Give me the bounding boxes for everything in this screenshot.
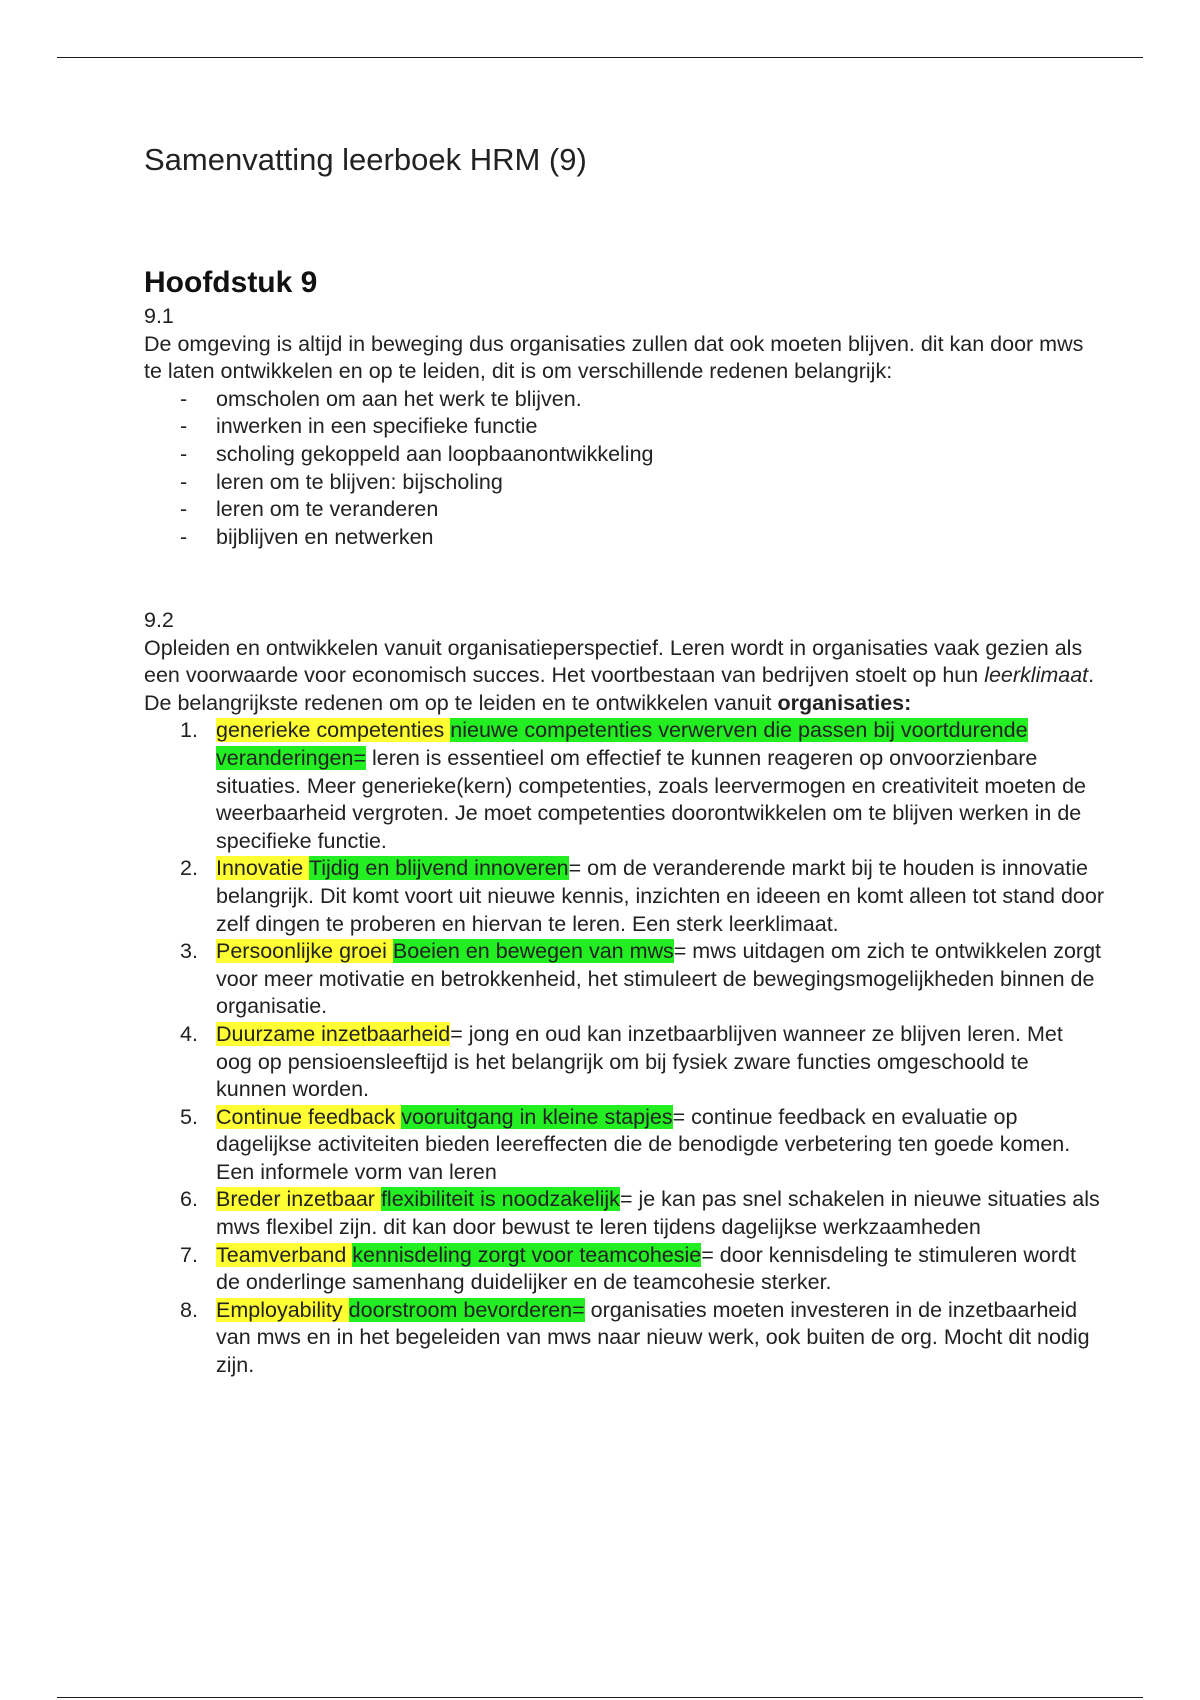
list-item: - scholing gekoppeld aan loopbaanontwikkeling (216, 441, 1104, 469)
reasons-numbered-list (144, 717, 1104, 1379)
reason-theme-highlight: nieuwe competenties verwerven die passen bij voortdurende veranderingen= (216, 718, 1028, 770)
reason-number: 5. (180, 1104, 198, 1129)
reason-term-highlight: Duurzame inzetbaarheid (216, 1021, 451, 1046)
chapter-heading: Hoofdstuk 9 (144, 266, 318, 299)
reason-term-highlight: Persoonlijke groei (216, 939, 387, 964)
reason-theme-highlight: doorstroom bevorderen= (348, 1297, 585, 1322)
reason-text: = om de veranderende markt bij te houden is innovatie belangrijk. Dit komt voort uit nieuwe kennis, inzichten en ideeen en komt alleen tot stand door zelf dingen te proberen en hiervan te leren. Een sterk leerklimaat. (216, 856, 1104, 936)
bottom-rule (57, 1697, 1143, 1698)
intro-text: Opleiden en ontwikkelen vanuit organisatieperspectief. Leren wordt in organisaties vaak gezien als een voorwaarde voor economisch succes. Het voortbestaan van bedrijven stoelt op hun (144, 635, 1083, 688)
section-intro (144, 635, 1104, 718)
reason-item (180, 1186, 1104, 1241)
reason-text: = continue feedback en evaluatie op dagelijkse activiteiten bieden leereffecten die de benodigde verbetering ten goede komen. Een informele vorm van leren (216, 1104, 1071, 1184)
reason-term-highlight: Employability (216, 1297, 343, 1322)
reason-number: 7. (180, 1242, 198, 1267)
reason-item (180, 1242, 1104, 1297)
list-item: - leren om te veranderen (216, 496, 1104, 524)
reason-theme-highlight: kennisdeling zorgt voor teamcohesie (352, 1242, 702, 1267)
intro-bold-term: organisaties: (777, 690, 912, 715)
section-number: 9.1 (144, 304, 174, 328)
reason-theme-highlight: Tijdig en blijvend innoveren (308, 856, 569, 881)
top-rule (57, 57, 1143, 58)
reasons-bullet-list (144, 386, 1104, 552)
intro-italic-term: leerklimaat (984, 663, 1089, 688)
reason-number: 3. (180, 939, 198, 964)
highlight-gap (387, 939, 393, 963)
reason-term-highlight: generieke competenties (216, 718, 445, 743)
reason-item (180, 1297, 1104, 1380)
reason-item (180, 1021, 1104, 1104)
list-item: - bijblijven en netwerken (216, 524, 1104, 552)
reason-theme-highlight: Boeien en bewegen van mws (392, 939, 674, 964)
reason-text: = door kennisdeling te stimuleren wordt de onderlinge samenhang duidelijker en de teamcohesie sterker. (216, 1242, 1076, 1295)
list-item: - inwerken in een specifieke functie (216, 413, 1104, 441)
reason-number: 1. (180, 718, 198, 743)
reason-term-highlight: Continue feedback (216, 1104, 396, 1129)
reason-item (180, 1104, 1104, 1187)
section-9-2 (144, 607, 1104, 1380)
reason-number: 8. (180, 1297, 198, 1322)
reason-term-highlight: Breder inzetbaar (216, 1187, 375, 1212)
section-intro: De omgeving is altijd in beweging dus organisaties zullen dat ook moeten blijven. dit kan door mws te laten ontwikkelen en op te leiden, dit is om verschillende redenen belangrijk: (144, 331, 1084, 384)
section-9-1 (144, 303, 1104, 551)
reason-text: = jong en oud kan inzetbaarblijven wanneer ze blijven leren. Met oog op pensioensleeftijd is het belangrijk om bij fysiek zware functies omgeschoold te kunnen worden. (216, 1021, 1063, 1102)
reason-number: 2. (180, 856, 198, 881)
reason-theme-highlight: vooruitgang in kleine stapjes (401, 1104, 673, 1129)
reason-text: organisaties moeten investeren in de inzetbaarheid van mws en in het begeleiden van mws naar nieuw werk, ook buiten de org. Mocht dit nodig zijn. (216, 1297, 1090, 1378)
reason-term-highlight: Teamverband (216, 1242, 347, 1267)
reason-number: 4. (180, 1021, 198, 1046)
list-item: - leren om te blijven: bijscholing (216, 469, 1104, 497)
document-title: Samenvatting leerboek HRM (9) (144, 142, 587, 177)
reason-number: 6. (180, 1187, 198, 1212)
list-item: - omscholen om aan het werk te blijven. (216, 386, 1104, 414)
reason-text: = je kan pas snel schakelen in nieuwe situaties als mws flexibel zijn. dit kan door bewust te leren tijdens dagelijkse werkzaamheden (216, 1187, 1100, 1240)
highlight-gap (343, 1298, 349, 1322)
section-number: 9.2 (144, 608, 174, 632)
reason-item (180, 717, 1104, 855)
reason-item (180, 938, 1104, 1021)
reason-item (180, 855, 1104, 938)
reason-text: leren is essentieel om effectief te kunnen reageren op onvoorzienbare situaties. Meer generieke(kern) competenties, zoals leervermogen en creativiteit moeten de weerbaarheid vergroten. Je moet competenties doorontwikkelen om te blijven werken in de specifieke functie. (216, 745, 1086, 853)
reason-text: = mws uitdagen om zich te ontwikkelen zorgt voor meer motivatie en betrokkenheid, het stimuleert de bewegingsmogelijkheden binnen de organisatie. (216, 939, 1101, 1019)
reason-term-highlight: Innovatie (216, 856, 304, 881)
reason-theme-highlight: flexibiliteit is noodzakelijk (380, 1187, 620, 1212)
intro-text: . De belangrijkste redenen om op te leiden en te ontwikkelen vanuit (144, 663, 1095, 715)
